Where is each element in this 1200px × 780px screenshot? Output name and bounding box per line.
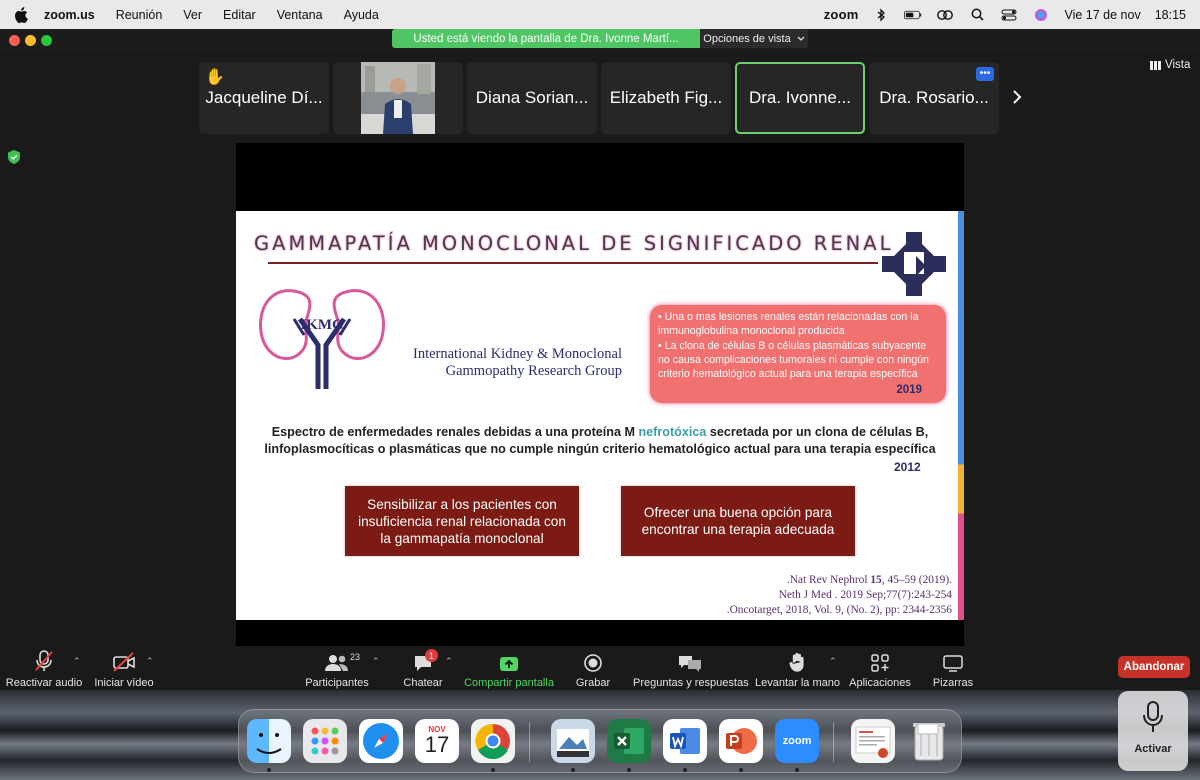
battery-icon[interactable]: [904, 8, 922, 22]
menu-editar[interactable]: Editar: [223, 7, 256, 22]
reference-text: .Nat Rev Nephrol: [786, 574, 871, 586]
goal-box: Ofrecer una buena opción para encontrar una terapia adecuada: [621, 486, 855, 556]
video-muted-icon: [112, 652, 136, 672]
apps-button[interactable]: [848, 647, 912, 690]
audio-options-caret-icon[interactable]: ⌃: [73, 656, 81, 666]
reference-item: [727, 573, 952, 588]
chat-label: Chatear: [403, 677, 443, 689]
activate-voice-button[interactable]: [1118, 691, 1188, 771]
bluetooth-icon[interactable]: [872, 8, 890, 22]
microphone-muted-icon: [34, 650, 54, 672]
running-indicator: [683, 768, 687, 772]
chat-button[interactable]: [398, 647, 448, 690]
goal-box: Sensibilizar a los pacientes con insuficiencia renal relacionada con la gammapatía monoclonal: [345, 486, 579, 556]
share-screen-button[interactable]: [462, 647, 556, 690]
fullscreen-window-button[interactable]: [41, 35, 52, 46]
start-video-button[interactable]: [88, 647, 160, 690]
definition-2012-text: [262, 424, 938, 458]
trash-icon[interactable]: [907, 719, 951, 763]
definition-bullet: • Una o mas lesiones renales están relacionadas con la immunoglobulina monoclonal producida: [658, 311, 919, 337]
references: [727, 573, 952, 618]
powerpoint-icon[interactable]: [719, 719, 763, 763]
participant-name: Dra. Rosario...: [879, 88, 989, 107]
ikmg-kidney-logo: [254, 285, 388, 393]
participant-tile[interactable]: [199, 62, 329, 134]
chevron-down-icon: [797, 36, 805, 42]
menu-app-name[interactable]: zoom.us: [44, 7, 95, 22]
meeting-toolbar: [0, 647, 1200, 690]
running-indicator: [795, 768, 799, 772]
dock: [238, 709, 962, 773]
participant-tile[interactable]: [869, 62, 999, 134]
qa-icon: [678, 654, 702, 672]
activate-label: Activar: [1134, 743, 1172, 755]
participants-options-caret-icon[interactable]: ⌃: [372, 656, 380, 666]
menu-ver[interactable]: Ver: [183, 7, 203, 22]
grid-view-icon: [1150, 61, 1161, 70]
running-indicator: [267, 768, 271, 772]
chat-options-caret-icon[interactable]: ⌃: [445, 656, 453, 666]
participants-count: 23: [350, 652, 361, 662]
share-screen-label: Compartir pantalla: [464, 677, 554, 689]
presentation-slide: [236, 211, 964, 620]
reactions-caret-icon[interactable]: ⌃: [829, 656, 837, 666]
slide-title: GAMMAPATÍA MONOCLONAL DE SIGNIFICADO RENAL: [254, 232, 894, 255]
record-icon: [584, 654, 602, 672]
definition-bullet: • La clona de células B o células plasmáticas subyacente no causa complicaciones tumorales ni cumple con ningún criterio hematológico actual para una terapia específica: [658, 340, 929, 380]
reference-volume: 15: [870, 574, 882, 586]
apps-icon: [871, 654, 889, 672]
participant-name: Diana Sorian...: [475, 88, 589, 107]
launchpad-icon[interactable]: [303, 719, 347, 763]
ikmg-group-name: [398, 346, 622, 380]
link-icon[interactable]: [936, 8, 954, 22]
reference-item: .Oncotarget, 2018, Vol. 9, (No. 2), pp: 2344-2356: [726, 604, 952, 616]
search-icon[interactable]: [968, 8, 986, 22]
qa-button[interactable]: [633, 647, 747, 690]
calendar-day: 17: [424, 731, 450, 757]
ikmg-logo-text: IKMG: [300, 317, 344, 333]
close-window-button[interactable]: [9, 35, 20, 46]
title-bar: [0, 29, 1200, 51]
raise-hand-label: Levantar la mano: [755, 677, 840, 689]
raise-hand-button[interactable]: [755, 647, 839, 690]
menu-ventana[interactable]: Ventana: [276, 7, 323, 22]
minimize-window-button[interactable]: [25, 35, 36, 46]
spectrum-text: linfoplasmocíticas o plasmáticas que no cumple ningún criterio hematológico actual para una terapia específica: [264, 442, 936, 456]
security-shield-icon[interactable]: [8, 150, 20, 164]
running-indicator: [571, 768, 575, 772]
view-button[interactable]: [1150, 59, 1190, 71]
share-screen-icon: [499, 656, 519, 672]
view-options-button[interactable]: [700, 29, 808, 48]
menu-ayuda[interactable]: Ayuda: [343, 7, 379, 22]
control-center-icon[interactable]: [1000, 8, 1018, 22]
menu-bar: [0, 0, 1200, 29]
calendar-month: NOV: [428, 724, 446, 734]
qa-label: Preguntas y respuestas: [633, 677, 749, 689]
more-options-icon[interactable]: •••: [976, 67, 994, 81]
participant-name: Elizabeth Fig...: [609, 88, 723, 107]
raise-hand-icon: [789, 652, 805, 672]
whiteboard-icon: [943, 654, 963, 672]
whiteboards-label: Pizarras: [932, 677, 974, 689]
participants-button[interactable]: [302, 647, 372, 690]
ikmg-name-line2: Gammopathy Research Group: [445, 363, 622, 379]
word-icon[interactable]: [663, 719, 707, 763]
running-indicator: [491, 768, 495, 772]
zoom-window: [0, 29, 1200, 690]
zoom-app-icon[interactable]: [775, 719, 819, 763]
participant-video-thumbnail: [361, 62, 435, 134]
record-label: Grabar: [575, 677, 611, 689]
ikmg-name-line1: International Kidney & Monoclonal: [413, 346, 622, 362]
participant-tile[interactable]: [467, 62, 597, 134]
video-options-caret-icon[interactable]: ⌃: [146, 656, 154, 666]
excel-icon[interactable]: [607, 719, 651, 763]
safari-icon[interactable]: [359, 719, 403, 763]
start-video-label: Iniciar vídeo: [94, 677, 154, 689]
calendar-icon[interactable]: [415, 719, 459, 763]
participant-name: Dra. Ivonne...: [748, 88, 852, 107]
spectrum-text: Espectro de enfermedades renales debidas a una proteína M: [271, 425, 639, 439]
menubar-date[interactable]: Vie 17 de nov: [1064, 7, 1141, 22]
dock-separator: [529, 722, 530, 762]
year-label: 2019: [896, 384, 922, 396]
unmute-audio-button[interactable]: [4, 647, 84, 690]
view-options-label: Opciones de vista: [703, 32, 791, 45]
shared-screen: [236, 143, 964, 646]
record-button[interactable]: [568, 647, 618, 690]
chevron-right-icon[interactable]: [1010, 84, 1024, 110]
reference-text: , 45–59 (2019).: [881, 574, 952, 586]
raised-hand-icon: ✋: [205, 69, 225, 86]
reference-item: Neth J Med . 2019 Sep;77(7):243-254: [778, 589, 952, 601]
preview-icon[interactable]: [551, 719, 595, 763]
view-button-label: Vista: [1165, 59, 1191, 71]
cross-logo-icon: [882, 232, 946, 296]
apps-label: Aplicaciones: [849, 677, 911, 689]
unmute-audio-label: Reactivar audio: [5, 677, 83, 689]
spectrum-highlight: nefrotóxica: [638, 425, 707, 439]
definition-2019-box: [650, 305, 946, 403]
participants-icon: [325, 654, 349, 672]
participant-tile[interactable]: [601, 62, 731, 134]
running-indicator: [739, 768, 743, 772]
zoom-status-item[interactable]: zoom: [823, 7, 859, 22]
finder-icon[interactable]: [247, 719, 291, 763]
spectrum-text: secretada por un clona de células B,: [706, 425, 929, 439]
menu-reunion[interactable]: Reunión: [115, 7, 163, 22]
screen-share-banner: Usted está viendo la pantalla de Dra. Ivonne Martí...: [392, 29, 700, 48]
chat-unread-badge: 1: [425, 649, 438, 662]
zoom-app-label: zoom: [782, 735, 812, 747]
title-divider: [268, 262, 878, 264]
apple-icon[interactable]: [14, 7, 30, 23]
leave-meeting-button[interactable]: Abandonar: [1118, 656, 1190, 678]
participant-name: Jacqueline Dí...: [205, 88, 323, 107]
participants-label: Participantes: [305, 677, 369, 689]
whiteboards-button[interactable]: [926, 647, 980, 690]
recent-document-icon[interactable]: [851, 719, 895, 763]
slide-color-bar: [958, 211, 964, 620]
participant-tile-video[interactable]: [333, 62, 463, 134]
siri-icon[interactable]: [1032, 8, 1050, 22]
menubar-time[interactable]: 18:15: [1154, 7, 1186, 22]
participant-tile-active-speaker[interactable]: [735, 62, 865, 134]
chrome-icon[interactable]: [471, 719, 515, 763]
year-label: 2012: [894, 460, 921, 474]
dock-separator: [833, 722, 834, 762]
microphone-icon: [1142, 700, 1164, 734]
running-indicator: [627, 768, 631, 772]
